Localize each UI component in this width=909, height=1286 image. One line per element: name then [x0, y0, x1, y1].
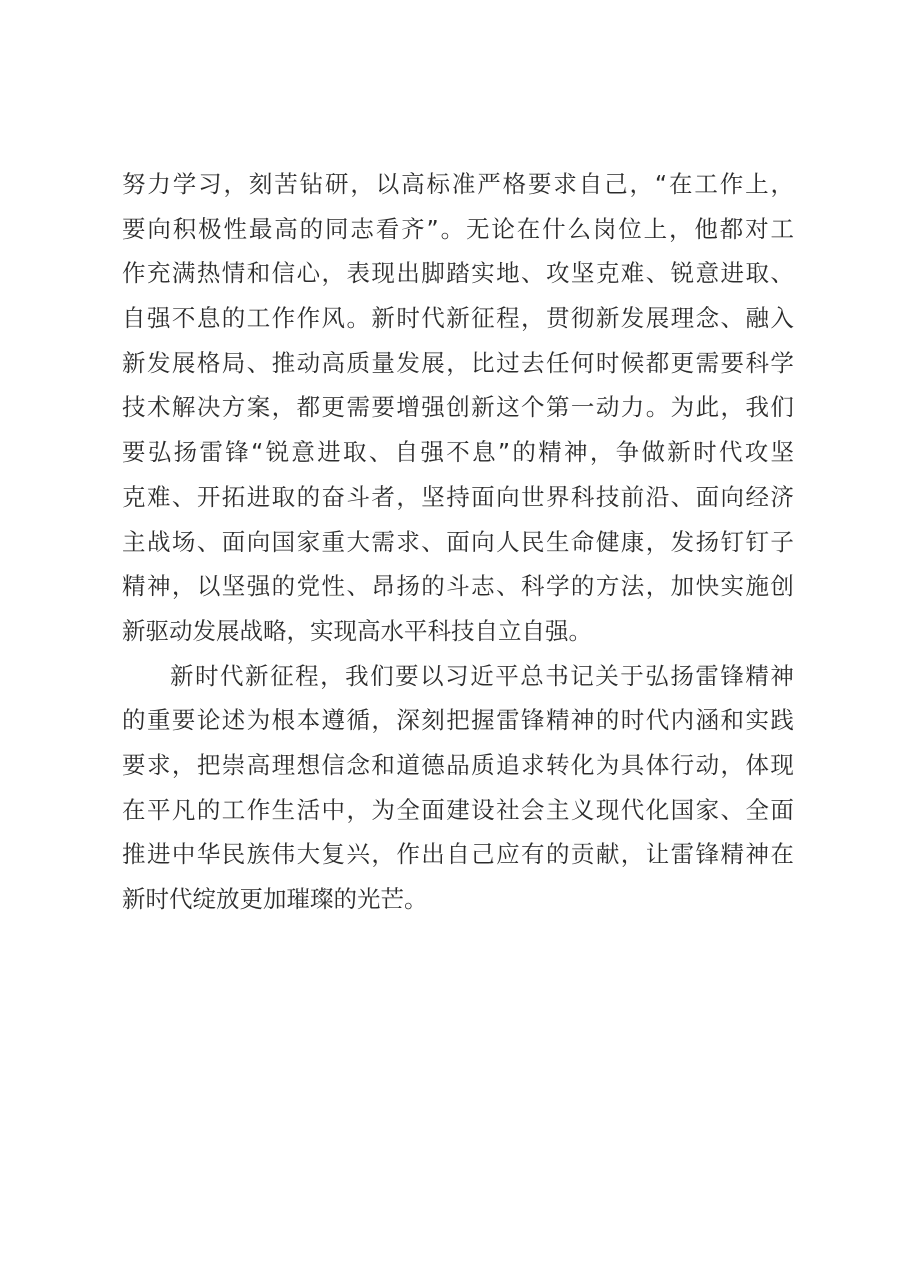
text-line: 要 求 ， 把 崇 高 理 想 信 念 和 道 德 品 质 追 求 转 化 为 具 体 行 动 ， 体 现	[122, 750, 794, 779]
text-line: 努 力 学 习 ， 刻 苦 钻 研 ， 以 高 标 准 严 格 要 求 自 己 ， “ 在 工 作 上 ，	[122, 170, 794, 198]
text-line: 的 重 要 论 述 为 根 本 遵 循 ， 深 刻 把 握 雷 锋 精 神 的 时 代 内 涵 和 实 践	[122, 706, 794, 735]
text-line: 推 进 中 华 民 族 伟 大 复 兴 ， 作 出 自 己 应 有 的 贡 献 ， 让 雷 锋 精 神 在	[122, 840, 794, 869]
text-line: 主 战 场 、 面 向 国 家 重 大 需 求 、 面 向 人 民 生 命 健 康 ， 发 扬 钉 钉 子	[122, 527, 794, 556]
text-line: 新时代绽放更加璀璨的光芒。	[122, 885, 428, 913]
text-line: 精 神 ， 以 坚 强 的 党 性 、 昂 扬 的 斗 志 、 科 学 的 方 法 ， 加 快 实 施 创	[122, 572, 794, 601]
text-line: 作 充 满 热 情 和 信 心 ， 表 现 出 脚 踏 实 地 、 攻 坚 克 难 、 锐 意 进 取 、	[122, 259, 794, 288]
text-line: 自 强 不 息 的 工 作 作 风 。 新 时 代 新 征 程 ， 贯 彻 新 发 展 理 念 、 融 入	[122, 304, 794, 333]
text-line: 要 弘 扬 雷 锋 “ 锐 意 进 取 、 自 强 不 息 ” 的 精 神 ， 争 做 新 时 代 攻 坚	[122, 438, 794, 467]
text-line: 要 向 积 极 性 最 高 的 同 志 看 齐 ” 。 无 论 在 什 么 岗 位 上 ， 他 都 对 工	[122, 214, 794, 243]
document-body	[122, 162, 794, 922]
text-line: 克 难 、 开 拓 进 取 的 奋 斗 者 ， 坚 持 面 向 世 界 科 技 前 沿 、 面 向 经 济	[122, 482, 794, 511]
text-line: 新驱动发展战略，实现高水平科技自立自强。	[122, 616, 592, 645]
text-line: 在 平 凡 的 工 作 生 活 中 ， 为 全 面 建 设 社 会 主 义 现 代 化 国 家 、 全 面	[122, 795, 794, 824]
paragraph-first-line: 新 时 代 新 征 程 ， 我 们 要 以 习 近 平 总 书 记 关 于 弘 扬 雷 锋 精 神	[170, 661, 794, 690]
text-line: 新 发 展 格 局 、 推 动 高 质 量 发 展 ， 比 过 去 任 何 时 候 都 更 需 要 科 学	[122, 348, 794, 377]
text-line: 技 术 解 决 方 案 ， 都 更 需 要 增 强 创 新 这 个 第 一 动 力 。 为 此 ， 我 们	[122, 393, 794, 422]
